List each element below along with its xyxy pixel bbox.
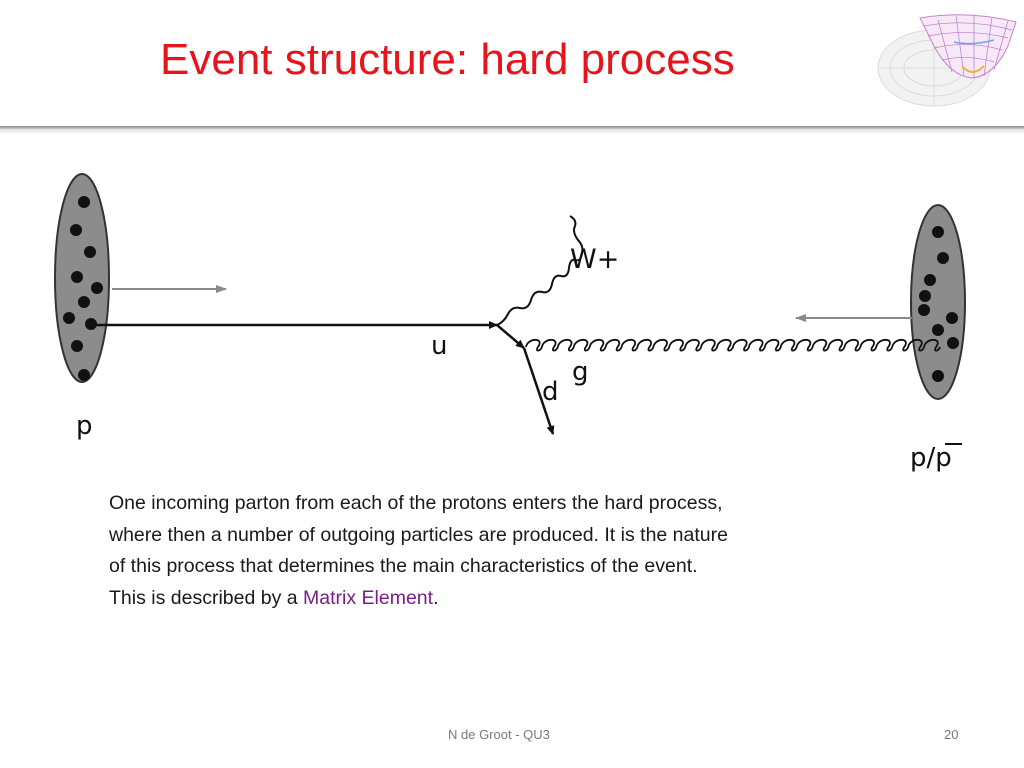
vertex-segment [497, 325, 524, 348]
hard-process-diagram [0, 150, 1024, 490]
label-incoming-quark: u [431, 331, 448, 361]
description-paragraph [109, 488, 909, 614]
description-line-4-tail: . [433, 586, 439, 609]
label-outgoing-quark: d [542, 377, 559, 407]
label-right-beam: p/p [910, 443, 952, 473]
label-right-beam-bar: p [935, 443, 952, 473]
gluon-line [526, 340, 940, 351]
label-gluon: g [572, 357, 589, 387]
description-line-3: of this process that determines the main characteristics of the event. [109, 555, 698, 577]
description-line-4 [109, 583, 909, 615]
label-left-beam: p [76, 411, 93, 441]
label-boson: W+ [570, 244, 620, 275]
description-line-1: One incoming parton from each of the protons enters the hard process, [109, 492, 723, 514]
description-line-2: where then a number of outgoing particles are produced. It is the nature [109, 523, 728, 546]
page-number: 20 [944, 727, 959, 742]
header-shadow [0, 129, 1024, 135]
footer-author: N de Groot - QU3 [448, 727, 550, 742]
matrix-element-link[interactable]: Matrix Element [303, 586, 434, 609]
slide-title: Event structure: hard process [160, 35, 735, 84]
description-line-4-lead: This is described by a [109, 586, 304, 609]
logo-potential-surface [876, 6, 1021, 116]
